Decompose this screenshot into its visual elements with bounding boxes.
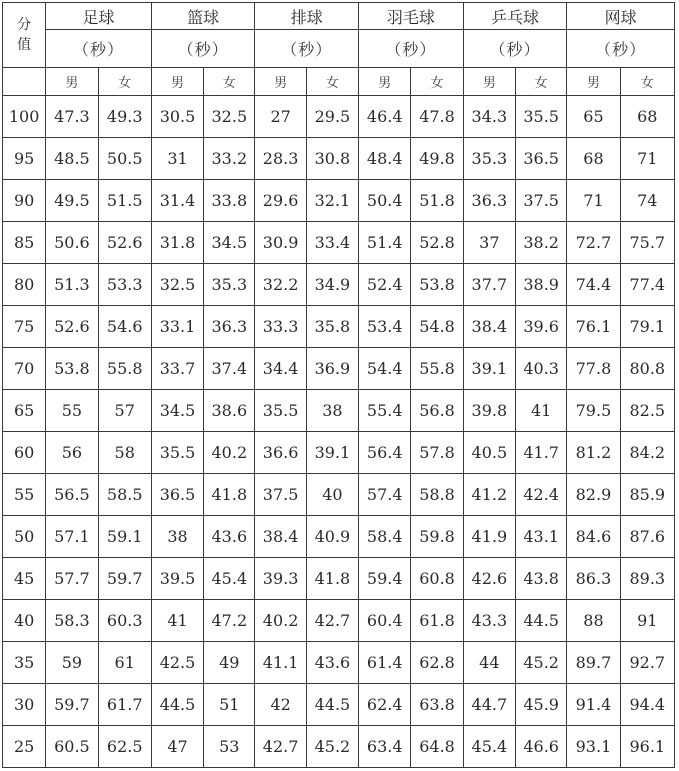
score-cell: 70: [3, 348, 46, 390]
time-cell: 56.5: [46, 474, 98, 516]
table-row: [3, 180, 675, 222]
time-cell: 77.4: [620, 264, 674, 306]
time-cell: 31.4: [151, 180, 203, 222]
unit-header: （秒）: [567, 30, 675, 68]
time-cell: 36.5: [151, 474, 203, 516]
time-cell: 45.2: [515, 642, 566, 684]
time-cell: 36.3: [463, 180, 515, 222]
time-cell: 77.8: [567, 348, 620, 390]
score-cell: 85: [3, 222, 46, 264]
time-cell: 91: [620, 600, 674, 642]
time-cell: 38: [306, 390, 358, 432]
time-cell: 53.8: [46, 348, 98, 390]
time-cell: 48.5: [46, 138, 98, 180]
sport-header: 篮球: [151, 3, 255, 30]
time-cell: 55.8: [98, 348, 151, 390]
time-cell: 94.4: [620, 684, 674, 726]
time-cell: 37.7: [463, 264, 515, 306]
time-cell: 49.3: [98, 96, 151, 138]
time-cell: 58.8: [411, 474, 463, 516]
time-cell: 38.4: [463, 306, 515, 348]
time-cell: 42.7: [306, 600, 358, 642]
time-cell: 36.6: [255, 432, 306, 474]
time-cell: 27: [255, 96, 306, 138]
time-cell: 80.8: [620, 348, 674, 390]
time-cell: 75.7: [620, 222, 674, 264]
time-cell: 40.3: [515, 348, 566, 390]
unit-header: （秒）: [151, 30, 255, 68]
time-cell: 55: [46, 390, 98, 432]
female-header: 女: [306, 68, 358, 96]
time-cell: 42.4: [515, 474, 566, 516]
time-cell: 31: [151, 138, 203, 180]
time-cell: 59: [46, 642, 98, 684]
score-cell: 55: [3, 474, 46, 516]
time-cell: 34.5: [204, 222, 255, 264]
score-cell: 35: [3, 642, 46, 684]
female-header: 女: [204, 68, 255, 96]
time-cell: 64.8: [411, 726, 463, 768]
time-cell: 35.5: [515, 96, 566, 138]
time-cell: 35.8: [306, 306, 358, 348]
time-cell: 61.8: [411, 600, 463, 642]
female-header: 女: [620, 68, 674, 96]
female-header: 女: [515, 68, 566, 96]
score-cell: 60: [3, 432, 46, 474]
time-cell: 40.5: [463, 432, 515, 474]
time-cell: 46.4: [359, 96, 411, 138]
time-cell: 45.9: [515, 684, 566, 726]
time-cell: 31.8: [151, 222, 203, 264]
table-row: [3, 600, 675, 642]
time-cell: 44.5: [151, 684, 203, 726]
time-cell: 52.4: [359, 264, 411, 306]
time-cell: 37.5: [255, 474, 306, 516]
score-cell: 100: [3, 96, 46, 138]
time-cell: 41.8: [306, 558, 358, 600]
time-cell: 71: [567, 180, 620, 222]
time-cell: 53: [204, 726, 255, 768]
sport-header: 羽毛球: [359, 3, 464, 30]
score-cell: 80: [3, 264, 46, 306]
time-cell: 41: [515, 390, 566, 432]
time-cell: 59.7: [98, 558, 151, 600]
time-cell: 54.6: [98, 306, 151, 348]
time-cell: 47.2: [204, 600, 255, 642]
time-cell: 50.6: [46, 222, 98, 264]
time-cell: 56: [46, 432, 98, 474]
time-cell: 51.4: [359, 222, 411, 264]
time-cell: 54.8: [411, 306, 463, 348]
score-cell: 25: [3, 726, 46, 768]
table-row: [3, 516, 675, 558]
time-cell: 96.1: [620, 726, 674, 768]
sport-header: 排球: [255, 3, 359, 30]
table-row: [3, 348, 675, 390]
time-cell: 68: [567, 138, 620, 180]
time-cell: 74.4: [567, 264, 620, 306]
time-cell: 61.4: [359, 642, 411, 684]
male-header: 男: [46, 68, 98, 96]
time-cell: 38: [151, 516, 203, 558]
time-cell: 43.6: [204, 516, 255, 558]
time-cell: 56.8: [411, 390, 463, 432]
time-cell: 61.7: [98, 684, 151, 726]
time-cell: 33.8: [204, 180, 255, 222]
time-cell: 41.2: [463, 474, 515, 516]
time-cell: 39.1: [306, 432, 358, 474]
time-cell: 87.6: [620, 516, 674, 558]
time-cell: 50.5: [98, 138, 151, 180]
time-cell: 29.5: [306, 96, 358, 138]
time-cell: 30.5: [151, 96, 203, 138]
time-cell: 82.5: [620, 390, 674, 432]
score-table: [2, 2, 675, 768]
time-cell: 37: [463, 222, 515, 264]
table-row: [3, 264, 675, 306]
time-cell: 38.9: [515, 264, 566, 306]
time-cell: 51.8: [411, 180, 463, 222]
time-cell: 35.5: [151, 432, 203, 474]
time-cell: 49: [204, 642, 255, 684]
time-cell: 36.3: [204, 306, 255, 348]
time-cell: 59.4: [359, 558, 411, 600]
time-cell: 59.7: [46, 684, 98, 726]
time-cell: 41.7: [515, 432, 566, 474]
time-cell: 42.6: [463, 558, 515, 600]
time-cell: 56.4: [359, 432, 411, 474]
time-cell: 57.8: [411, 432, 463, 474]
time-cell: 86.3: [567, 558, 620, 600]
score-label-bottom: 值: [17, 37, 32, 53]
time-cell: 82.9: [567, 474, 620, 516]
time-cell: 47: [151, 726, 203, 768]
time-cell: 89.7: [567, 642, 620, 684]
male-header: 男: [359, 68, 411, 96]
time-cell: 37.5: [515, 180, 566, 222]
time-cell: 32.5: [204, 96, 255, 138]
table-row: [3, 684, 675, 726]
time-cell: 72.7: [567, 222, 620, 264]
time-cell: 58.5: [98, 474, 151, 516]
time-cell: 57.7: [46, 558, 98, 600]
time-cell: 28.3: [255, 138, 306, 180]
time-cell: 33.1: [151, 306, 203, 348]
time-cell: 43.8: [515, 558, 566, 600]
time-cell: 61: [98, 642, 151, 684]
time-cell: 42.7: [255, 726, 306, 768]
time-cell: 53.8: [411, 264, 463, 306]
time-cell: 57.1: [46, 516, 98, 558]
time-cell: 40.9: [306, 516, 358, 558]
time-cell: 43.1: [515, 516, 566, 558]
table-row: [3, 96, 675, 138]
time-cell: 41: [151, 600, 203, 642]
time-cell: 88: [567, 600, 620, 642]
time-cell: 44.5: [515, 600, 566, 642]
time-cell: 30.8: [306, 138, 358, 180]
time-cell: 55.4: [359, 390, 411, 432]
male-header: 男: [463, 68, 515, 96]
time-cell: 65: [567, 96, 620, 138]
time-cell: 34.5: [151, 390, 203, 432]
time-cell: 62.4: [359, 684, 411, 726]
time-cell: 37.4: [204, 348, 255, 390]
sport-header: 网球: [567, 3, 675, 30]
time-cell: 38.2: [515, 222, 566, 264]
table-row: [3, 558, 675, 600]
time-cell: 45.2: [306, 726, 358, 768]
time-cell: 44: [463, 642, 515, 684]
time-cell: 35.3: [204, 264, 255, 306]
time-cell: 33.7: [151, 348, 203, 390]
male-header: 男: [567, 68, 620, 96]
time-cell: 63.4: [359, 726, 411, 768]
time-cell: 81.2: [567, 432, 620, 474]
table-row: [3, 432, 675, 474]
table-row: [3, 222, 675, 264]
time-cell: 33.3: [255, 306, 306, 348]
time-cell: 89.3: [620, 558, 674, 600]
time-cell: 48.4: [359, 138, 411, 180]
time-cell: 41.8: [204, 474, 255, 516]
unit-header: （秒）: [46, 30, 152, 68]
time-cell: 35.5: [255, 390, 306, 432]
time-cell: 79.1: [620, 306, 674, 348]
table-row: [3, 138, 675, 180]
time-cell: 38.4: [255, 516, 306, 558]
time-cell: 42: [255, 684, 306, 726]
time-cell: 58.4: [359, 516, 411, 558]
time-cell: 53.3: [98, 264, 151, 306]
gender-header-blank: [3, 68, 46, 96]
time-cell: 39.5: [151, 558, 203, 600]
time-cell: 43.3: [463, 600, 515, 642]
time-cell: 51.5: [98, 180, 151, 222]
time-cell: 92.7: [620, 642, 674, 684]
score-cell: 95: [3, 138, 46, 180]
time-cell: 39.6: [515, 306, 566, 348]
time-cell: 93.1: [567, 726, 620, 768]
time-cell: 63.8: [411, 684, 463, 726]
time-cell: 54.4: [359, 348, 411, 390]
time-cell: 49.8: [411, 138, 463, 180]
time-cell: 76.1: [567, 306, 620, 348]
time-cell: 41.1: [255, 642, 306, 684]
time-cell: 39.8: [463, 390, 515, 432]
time-cell: 32.1: [306, 180, 358, 222]
time-cell: 62.5: [98, 726, 151, 768]
time-cell: 33.2: [204, 138, 255, 180]
time-cell: 38.6: [204, 390, 255, 432]
time-cell: 36.5: [515, 138, 566, 180]
time-cell: 30.9: [255, 222, 306, 264]
time-cell: 36.9: [306, 348, 358, 390]
score-cell: 50: [3, 516, 46, 558]
table-row: [3, 642, 675, 684]
time-cell: 91.4: [567, 684, 620, 726]
table-row: [3, 726, 675, 768]
time-cell: 84.6: [567, 516, 620, 558]
time-cell: 33.4: [306, 222, 358, 264]
time-cell: 47.8: [411, 96, 463, 138]
time-cell: 60.8: [411, 558, 463, 600]
table-row: [3, 306, 675, 348]
time-cell: 79.5: [567, 390, 620, 432]
time-cell: 85.9: [620, 474, 674, 516]
time-cell: 35.3: [463, 138, 515, 180]
time-cell: 45.4: [204, 558, 255, 600]
time-cell: 60.4: [359, 600, 411, 642]
time-cell: 52.8: [411, 222, 463, 264]
score-cell: 40: [3, 600, 46, 642]
time-cell: 59.1: [98, 516, 151, 558]
score-column-header: [3, 3, 46, 68]
time-cell: 60.3: [98, 600, 151, 642]
unit-header: （秒）: [359, 30, 464, 68]
time-cell: 40.2: [204, 432, 255, 474]
time-cell: 41.9: [463, 516, 515, 558]
time-cell: 44.7: [463, 684, 515, 726]
time-cell: 43.6: [306, 642, 358, 684]
time-cell: 52.6: [98, 222, 151, 264]
time-cell: 50.4: [359, 180, 411, 222]
score-cell: 45: [3, 558, 46, 600]
score-cell: 90: [3, 180, 46, 222]
score-cell: 65: [3, 390, 46, 432]
time-cell: 71: [620, 138, 674, 180]
sport-header: 乒乓球: [463, 3, 567, 30]
time-cell: 51: [204, 684, 255, 726]
male-header: 男: [151, 68, 203, 96]
table-row: [3, 390, 675, 432]
time-cell: 29.6: [255, 180, 306, 222]
time-cell: 57.4: [359, 474, 411, 516]
time-cell: 51.3: [46, 264, 98, 306]
time-cell: 44.5: [306, 684, 358, 726]
time-cell: 39.3: [255, 558, 306, 600]
time-cell: 62.8: [411, 642, 463, 684]
time-cell: 84.2: [620, 432, 674, 474]
male-header: 男: [255, 68, 306, 96]
female-header: 女: [98, 68, 151, 96]
time-cell: 42.5: [151, 642, 203, 684]
unit-header: （秒）: [463, 30, 567, 68]
time-cell: 58.3: [46, 600, 98, 642]
time-cell: 46.6: [515, 726, 566, 768]
time-cell: 60.5: [46, 726, 98, 768]
time-cell: 40: [306, 474, 358, 516]
time-cell: 58: [98, 432, 151, 474]
score-label-top: 分: [17, 17, 32, 33]
time-cell: 53.4: [359, 306, 411, 348]
time-cell: 55.8: [411, 348, 463, 390]
time-cell: 40.2: [255, 600, 306, 642]
time-cell: 68: [620, 96, 674, 138]
time-cell: 57: [98, 390, 151, 432]
time-cell: 32.2: [255, 264, 306, 306]
time-cell: 74: [620, 180, 674, 222]
time-cell: 59.8: [411, 516, 463, 558]
time-cell: 32.5: [151, 264, 203, 306]
score-cell: 30: [3, 684, 46, 726]
time-cell: 39.1: [463, 348, 515, 390]
time-cell: 52.6: [46, 306, 98, 348]
time-cell: 45.4: [463, 726, 515, 768]
score-cell: 75: [3, 306, 46, 348]
unit-header: （秒）: [255, 30, 359, 68]
table-row: [3, 474, 675, 516]
time-cell: 34.9: [306, 264, 358, 306]
time-cell: 34.4: [255, 348, 306, 390]
sport-header: 足球: [46, 3, 152, 30]
time-cell: 49.5: [46, 180, 98, 222]
time-cell: 34.3: [463, 96, 515, 138]
female-header: 女: [411, 68, 463, 96]
time-cell: 47.3: [46, 96, 98, 138]
